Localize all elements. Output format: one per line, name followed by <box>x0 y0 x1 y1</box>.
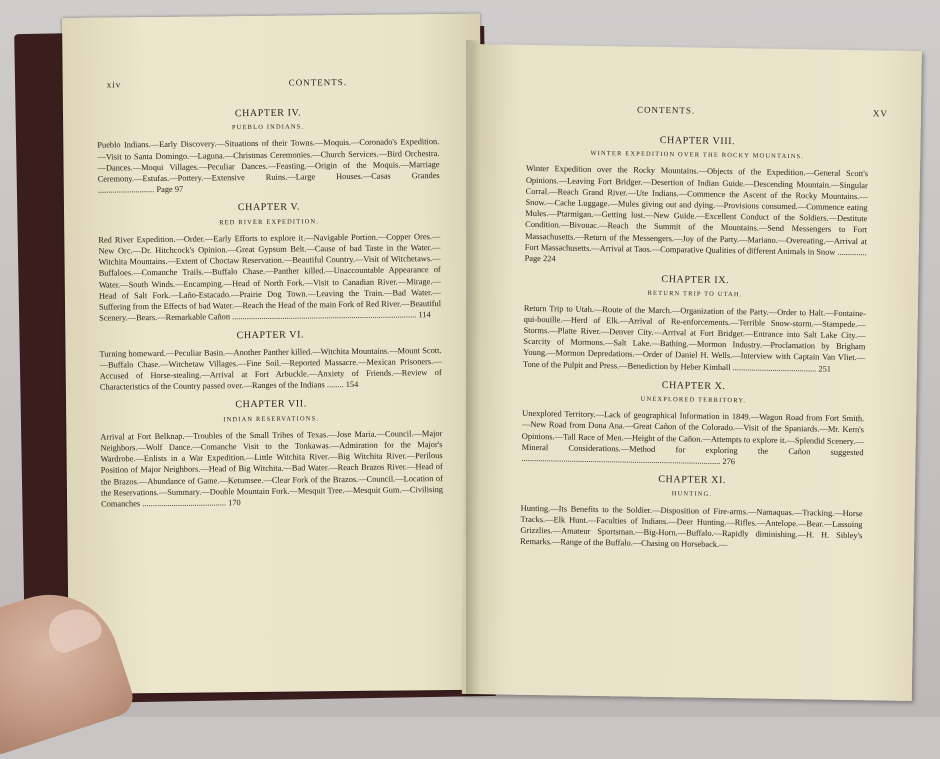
right-page-body <box>520 125 869 553</box>
chapter-subheading: UNEXPLORED TERRITORY. <box>640 395 747 405</box>
chapter-heading: CHAPTER V. <box>237 201 301 214</box>
right-running-head: CONTENTS. <box>636 104 696 116</box>
page-reference: 154 <box>345 380 359 390</box>
page-reference: 276 <box>722 457 736 467</box>
chapter-heading: CHAPTER X. <box>661 379 726 392</box>
chapter-synopsis: Return Trip to Utah.—Route of the March.—Organization of the Party.—Order to Halt.—Fontaine-qui-bouille.—Herd of Elk.—Arrival of Re-enforcements.—Terrible Snow-storm.—Stampede.—Storms.—Platte River.—Denver City.—Arrival at Fort Bridger.—Entrance into Salt Lake City.—Scarcity of Mormons.—Salt Lake.—Bathing.—Mormon Industry.—Proclamation by Brigham Young.—Mormon Depredations.—Order of Daniel H. Wells.—Interview with Captain Van Vliet.—Tone of the Pulpit and Press.—Benediction by Heber Kimball ........................................ 251 <box>522 303 866 374</box>
chapter-heading: CHAPTER IX. <box>661 274 730 287</box>
page-reference: 251 <box>818 364 832 374</box>
left-running-head: CONTENTS. <box>288 77 347 88</box>
page-reference: Page 97 <box>156 184 184 195</box>
chapter-subheading: WINTER EXPEDITION OVER THE ROCKY MOUNTAINS. <box>590 150 805 161</box>
chapter-synopsis: Arrival at Fort Belknap.—Troubles of the Small Tribes of Texas.—Jose Maria.—Council.—Major Neighbors.—Wolf Dance.—Comanche Visit to the Tonkawas.—Admiration for the Major's Wardrobe.—Enlists in a War Expedition.—Little Witchita River.—Big Witchita River.—Perilous Position of Major Neighbors.—Head of Big Witchita.—Bad Water.—Reach Brazos River.—Head of the Brazos.—Abundance of Game.—Ketumsee.—Clear Fork of the Brazos.—Council.—Location of the Reservations.—Summary.—Double Mountain Fork.—Mesquit Tree.—Mesquit Gum.—Civilising Comanches ........................................ 170 <box>100 428 444 509</box>
left-page <box>62 14 487 694</box>
chapter-synopsis: Red River Expedition.—Order.—Early Efforts to explore it.—Navigable Portion.—Copper Ores.—New Orc.—Dr. Hitchcock's Opinion.—Great Gypsum Belt.—Cause of bad Taste in the Water.—Witchita Mountains.—Extent of Choctaw Reservation.—Beautiful Country.—Visit of Witchetaws.—Buffaloes.—Comanche Trails.—Buffalo Chase.—Panther killed.—Unaccountable Appearance of Water.—South Winds.—Encamping.—Head of North Fork.—Visit to Canadian River.—Mirage.—Head of Salt Fork.—Laño-Estacado.—Prairie Dog Town.—Leaving the Train.—Bad Water.—Suffering from the Effects of bad Water.—Reach the Head of the main Fork of Red River.—Beautiful Scenery.—Bears.—Remarkable Cañon ........................................................................................ 114 <box>98 231 442 323</box>
chapter-subheading: HUNTING. <box>671 490 713 499</box>
chapter-heading: CHAPTER VIII. <box>659 134 736 148</box>
chapter-subheading: RETURN TRIP TO UTAH. <box>647 290 743 299</box>
chapter-heading: CHAPTER VI. <box>236 329 305 342</box>
book-gutter <box>466 40 480 694</box>
page-reference: 170 <box>228 498 241 508</box>
right-page <box>462 44 922 701</box>
chapter-subheading: INDIAN RESERVATIONS. <box>223 415 320 424</box>
chapter-heading: CHAPTER XI. <box>658 474 727 487</box>
chapter-subheading: PUEBLO INDIANS. <box>231 123 305 132</box>
left-page-number: xiv <box>106 79 122 90</box>
page-reference: 114 <box>418 310 431 320</box>
chapter-subheading: RED RIVER EXPEDITION. <box>219 217 320 226</box>
chapter-heading: CHAPTER VII. <box>235 398 307 411</box>
chapter-synopsis: Pueblo Indians.—Early Discovery.—Situations of their Towns.—Moquis.—Coronado's Expedition.—Visit to Santa Domingo.—Laguna.—Christmas Ceremonies.—Church Services.—Bird Orchestra.—Dances.—Moqui Villages.—Peculiar Dances.—Feasting.—Origin of the Moquis.—Marriage Ceremony.—Estufas.—Pottery.—Extensive Ruins.—Large Houses.—Casas Grandes ........................... Page 97 <box>97 137 440 195</box>
page-reference: Page 224 <box>524 253 556 264</box>
chapter-heading: CHAPTER IV. <box>234 107 302 120</box>
left-page-body <box>97 98 443 510</box>
chapter-synopsis: Winter Expedition over the Rocky Mountains.—Objects of the Expedition.—General Scott's Opinions.—Leaving Fort Bridger.—Desertion of Indian Guide.—Descending Mountain.—Singular Corral.—Reach Grand River.—Ute Indians.—Commence the Ascent of the Rocky Mountains.—Snow.—Cache Luggage.—Mules giving out and dying.—Provisions consumed.—Commence eating Mules.—Ptarmigan.—Getting lost.—New Guide.—Excellent Conduct of the Soldiers.—Destitute Condition.—Bivouac.—Reach the Summit of the Mountains.—Send Messengers to Fort Massachusetts.—Return of the Messengers.—Joy of the Party.—Mariano.—Overeating.—Arrival at Fort Massachusetts.—Arrival at Taos.—Comparative Qualities of different Animals in Snow .............. Page 224 <box>524 164 869 264</box>
chapter-synopsis: Turning homeward.—Peculiar Basin.—Another Panther killed.—Witchita Mountains.—Mount Scott.—Buffalo Chase.—Witchetaw Villages.—Fine Soil.—Reported Massacre.—Mexican Prisoners.—Accused of Horse-stealing.—Arrival at Fort Arbuckle.—Anxiety of Friends.—Review of Characteristics of the Country passed over.—Ranges of the Indians ........ 154 <box>99 345 442 392</box>
chapter-synopsis: Hunting.—Its Benefits to the Soldier.—Disposition of Fire-arms.—Namaquas.—Tracking.—Horse Tracks.—Elk Hunt.—Faculties of Indians.—Deer Hunting.—Rifles.—Antelope.—Bear.—Lassoing Grizzlies.—Amateur Sportsman.—Big-Horn.—Buffalo.—Rapidly diminishing.—H. H. Sibley's Remarks.—Range of the Buffalo.—Chasing on Horseback.— <box>520 503 863 550</box>
chapter-synopsis: Unexplored Territory.—Lack of geographical Information in 1849.—Wagon Road from Fort Smith.—New Road from Dona Ana.—Great Cañon of the Colorado.—Visit of the Spaniards.—Mr. Kern's Opinions.—Tall Race of Men.—Height of the Cañon.—Attempts to explore it.—Splendid Scenery.—Mineral Considerations.—Method for exploring the Cañon suggested ............................................................................................... 276 <box>521 409 865 467</box>
right-page-number: XV <box>872 108 889 119</box>
